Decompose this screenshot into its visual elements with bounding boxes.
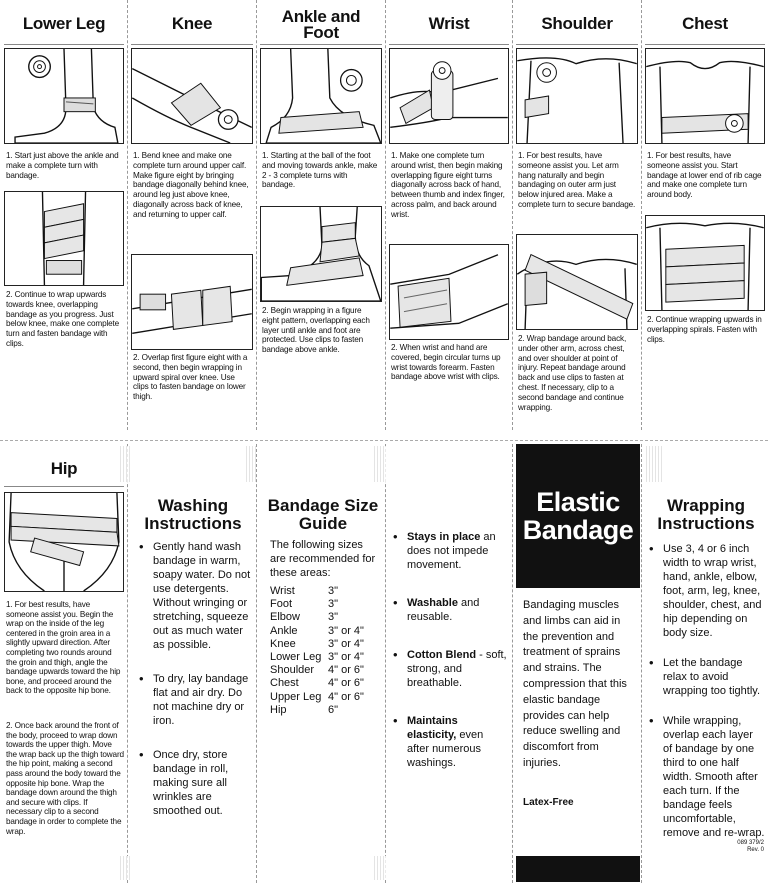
ankle-figure-1 bbox=[260, 48, 382, 144]
wrapping-item: • Use 3, 4 or 6 inch width to wrap wrist, hand, ankle, elbow, foot, arm, leg, knee, shoulder, chest, and hip depending on body size. bbox=[649, 542, 765, 640]
feature-item bbox=[393, 596, 507, 624]
size-row bbox=[270, 704, 364, 717]
shoulder-header: Shoulder bbox=[541, 14, 613, 33]
wrapping-title-line2: Instructions bbox=[657, 514, 755, 533]
ankle-foot-header bbox=[260, 9, 382, 41]
lower-leg-illustration-1 bbox=[5, 49, 123, 143]
brand-title-line1: Elastic bbox=[536, 487, 620, 517]
size-value: 3" bbox=[328, 611, 339, 624]
size-row bbox=[270, 625, 364, 638]
size-guide-title bbox=[264, 497, 382, 533]
ankle-step-1: 1. Starting at the ball of the foot and moving towards ankle, make 2 - 3 complete turns with bandage. bbox=[262, 151, 378, 190]
size-row bbox=[270, 691, 364, 704]
scan-artifact bbox=[646, 446, 662, 482]
size-row bbox=[270, 598, 364, 611]
wrist-header: Wrist bbox=[428, 14, 470, 33]
washing-title-line1: Washing bbox=[157, 496, 229, 515]
size-row bbox=[270, 651, 364, 664]
hip-header: Hip bbox=[50, 459, 78, 478]
size-value: 3" or 4" bbox=[328, 651, 364, 664]
size-area: Wrist bbox=[270, 585, 295, 597]
size-row bbox=[270, 638, 364, 651]
header-rule bbox=[260, 44, 382, 45]
hip-illustration bbox=[5, 493, 123, 591]
ankle-illustration-1 bbox=[261, 49, 381, 143]
shoulder-figure-1 bbox=[516, 48, 638, 144]
ankle-header-line2: Foot bbox=[303, 23, 339, 42]
lower-leg-header: Lower Leg bbox=[22, 14, 106, 33]
wrapping-list bbox=[649, 542, 765, 860]
size-area: Foot bbox=[270, 598, 293, 611]
knee-illustration-2 bbox=[132, 255, 252, 349]
latex-free-label: Latex-Free bbox=[523, 797, 574, 808]
lower-leg-figure-2 bbox=[4, 191, 124, 286]
brand-description: Bandaging muscles and limbs can aid in the prevention and treatment of sprains and strains. The compression that this elastic bandage provides can help reduce swelling and discomfort from injuries. bbox=[523, 599, 627, 769]
wrist-step-2: 2. When wrist and hand are covered, begin circular turns up wrist towards forearm. Fasten bandage above wrist with clips. bbox=[391, 343, 501, 382]
feature-bold: Maintains elasticity, bbox=[407, 715, 458, 741]
ankle-step-2: 2. Begin wrapping in a figure eight pattern, overlapping each layer until ankle and foot are protected. Use clips to fasten bandage above ankle. bbox=[262, 306, 370, 355]
header-rule bbox=[4, 486, 124, 487]
brand-title-line2: Bandage bbox=[522, 515, 634, 545]
knee-figure-2 bbox=[131, 254, 253, 350]
size-area: Hip bbox=[270, 703, 287, 716]
feature-bold: Stays in place bbox=[407, 531, 481, 543]
size-guide-title-line2: Guide bbox=[298, 514, 348, 533]
feature-text: an does not impede movement. bbox=[407, 531, 496, 571]
washing-item: • To dry, lay bandage flat and air dry. Do not machine dry or iron. bbox=[139, 672, 253, 728]
size-area: Knee bbox=[270, 637, 296, 650]
knee-illustration-1 bbox=[132, 49, 252, 143]
lower-leg-step-2: 2. Continue to wrap upwards towards knee, overlapping bandage as you progress. Just below knee, make one complete turn and fasten bandage with clips. bbox=[6, 290, 120, 348]
column-divider bbox=[385, 0, 386, 430]
scan-artifact bbox=[120, 856, 132, 880]
wrist-figure-2 bbox=[389, 244, 509, 340]
chest-step-2: 2. Continue wrapping upwards in overlapping spirals. Fasten with clips. bbox=[647, 315, 762, 344]
washing-title bbox=[135, 497, 251, 533]
size-row bbox=[270, 611, 364, 624]
size-value: 3" bbox=[328, 598, 339, 611]
washing-list bbox=[139, 540, 253, 838]
feature-list bbox=[393, 530, 507, 794]
ankle-header-line1: Ankle and bbox=[281, 7, 361, 26]
size-row bbox=[270, 677, 364, 690]
wrapping-item: • Let the bandage relax to avoid wrapping too tightly. bbox=[649, 656, 765, 698]
brand-panel bbox=[516, 444, 640, 588]
feature-text: and reusable. bbox=[407, 597, 480, 623]
wrist-illustration-2 bbox=[390, 245, 508, 339]
column-divider bbox=[385, 444, 386, 883]
knee-step-1: 1. Bend knee and make one complete turn around upper calf. Make figure eight by bringing bandage diagonally behind knee, around leg just above knee, diagonally across back of knee, and returning to upper calf. bbox=[133, 151, 249, 219]
shoulder-illustration-2 bbox=[517, 235, 637, 329]
column-divider bbox=[641, 0, 642, 430]
lower-leg-step-1: 1. Start just above the ankle and make a complete turn with bandage. bbox=[6, 151, 119, 180]
feature-text: even after numerous washings. bbox=[407, 729, 484, 769]
size-area: Upper Leg bbox=[270, 690, 322, 703]
column-divider bbox=[512, 0, 513, 430]
size-area: Chest bbox=[270, 677, 299, 690]
brand-panel-bottom bbox=[516, 856, 640, 882]
column-divider bbox=[641, 444, 642, 883]
chest-figure-1 bbox=[645, 48, 765, 144]
product-code bbox=[700, 840, 764, 854]
feature-text: - soft, strong, and breathable. bbox=[407, 649, 507, 689]
size-table bbox=[270, 585, 364, 717]
feature-item bbox=[393, 530, 507, 572]
washing-title-line2: Instructions bbox=[144, 514, 242, 533]
knee-header: Knee bbox=[171, 14, 213, 33]
wrist-step-1: 1. Make one complete turn around wrist, then begin making overlapping figure eight turns diagonally across back of hand, between thumb and index finger, across palm, and back around wrist. bbox=[391, 151, 505, 219]
brand-title bbox=[516, 488, 640, 544]
chest-figure-2 bbox=[645, 215, 765, 311]
size-area: Elbow bbox=[270, 611, 300, 624]
washing-item: • Once dry, store bandage in roll, making sure all wrinkles are smoothed out. bbox=[139, 748, 253, 818]
hip-figure bbox=[4, 492, 124, 592]
feature-bold: Washable bbox=[407, 597, 458, 609]
header-rule bbox=[516, 44, 638, 45]
ankle-figure-2 bbox=[260, 206, 382, 302]
knee-step-2: 2. Overlap first figure eight with a second, then begin wrapping in upward spiral over knee. Use clips to fasten bandage on lower thigh. bbox=[133, 353, 248, 402]
size-value: 6" bbox=[328, 703, 339, 716]
header-rule bbox=[645, 44, 765, 45]
chest-step-1: 1. For best results, have someone assist you. Start bandage at lower end of rib cage and make one complete turn around body. bbox=[647, 151, 762, 200]
size-guide-title-line1: Bandage Size bbox=[267, 496, 379, 515]
column-divider bbox=[127, 0, 128, 430]
product-code-line2: Rev. 0 bbox=[747, 847, 764, 853]
size-area: Lower Leg bbox=[270, 651, 322, 664]
washing-item: • Gently hand wash bandage in warm, soapy water. Do not use detergents. Without wringing or stretching, squeeze out as much water as possible. bbox=[139, 540, 253, 652]
hip-step-2: 2. Once back around the front of the body, proceed to wrap down towards the upper thigh. Move the wrap back up the thigh toward the hip point, making a second pass around the body toward the opposite hip bone. Wrap the bandage down around the thigh and secure with clips. If necessary clip to a second bandage in order to complete the wrap. bbox=[6, 721, 124, 836]
size-value: 4" or 6" bbox=[328, 664, 364, 677]
size-area: Shoulder bbox=[270, 664, 315, 677]
scan-artifact bbox=[374, 856, 386, 880]
column-divider bbox=[127, 444, 128, 883]
column-divider bbox=[256, 444, 257, 883]
shoulder-figure-2 bbox=[516, 234, 638, 330]
chest-illustration-2 bbox=[646, 216, 764, 310]
size-value: 4" or 6" bbox=[328, 690, 364, 703]
chest-header: Chest bbox=[682, 14, 728, 33]
size-value: 3" or 4" bbox=[328, 624, 364, 637]
fold-line bbox=[0, 440, 768, 441]
feature-bold: Cotton Blend bbox=[407, 649, 477, 661]
size-row bbox=[270, 585, 364, 598]
ankle-illustration-2 bbox=[261, 207, 381, 301]
knee-figure-1 bbox=[131, 48, 253, 144]
header-rule bbox=[4, 44, 124, 45]
wrapping-item: • While wrapping, overlap each layer of bandage by one third to one half width. Smooth after each turn. If the bandage feels uncomfortable, remove and re-wrap. bbox=[649, 714, 765, 840]
header-rule bbox=[131, 44, 253, 45]
scan-artifact bbox=[246, 446, 256, 482]
lower-leg-illustration-2 bbox=[5, 192, 123, 285]
wrapping-title-line1: Wrapping bbox=[666, 496, 746, 515]
product-code-line1: 089 379/2 bbox=[737, 840, 764, 846]
size-area: Ankle bbox=[270, 624, 298, 637]
lower-leg-figure-1 bbox=[4, 48, 124, 144]
column-divider bbox=[256, 0, 257, 430]
hip-step-1: 1. For best results, have someone assist you. Begin the wrap on the inside of the leg centered in the groin area in a slightly upward direction. After completing two rounds around the groin and thigh, angle the bandage upwards toward the hip bone, and proceed around the back to the opposite hip bone. bbox=[6, 600, 121, 696]
chest-illustration-1 bbox=[646, 49, 764, 143]
feature-item bbox=[393, 714, 507, 770]
size-value: 4" or 6" bbox=[328, 677, 364, 690]
column-divider bbox=[512, 444, 513, 883]
scan-artifact bbox=[374, 446, 386, 482]
header-rule bbox=[389, 44, 509, 45]
size-value: 3" bbox=[328, 585, 339, 597]
shoulder-illustration-1 bbox=[517, 49, 637, 143]
feature-item bbox=[393, 648, 507, 690]
shoulder-step-2: 2. Wrap bandage around back, under other arm, across chest, and over shoulder at point of injury. Repeat bandage around back and use clips to fasten at chest. If necessary, clip to a second bandage and continue wrapping. bbox=[518, 334, 627, 412]
wrapping-title bbox=[647, 497, 765, 533]
size-guide-intro: The following sizes are recommended for these areas: bbox=[270, 539, 376, 579]
size-value: 3" or 4" bbox=[328, 637, 364, 650]
size-row bbox=[270, 664, 364, 677]
shoulder-step-1: 1. For best results, have someone assist you. Let arm hang naturally and begin bandaging on outer arm just below injured area. Make a complete turn to secure bandage. bbox=[518, 151, 636, 209]
wrist-illustration-1 bbox=[390, 49, 508, 143]
wrist-figure-1 bbox=[389, 48, 509, 144]
